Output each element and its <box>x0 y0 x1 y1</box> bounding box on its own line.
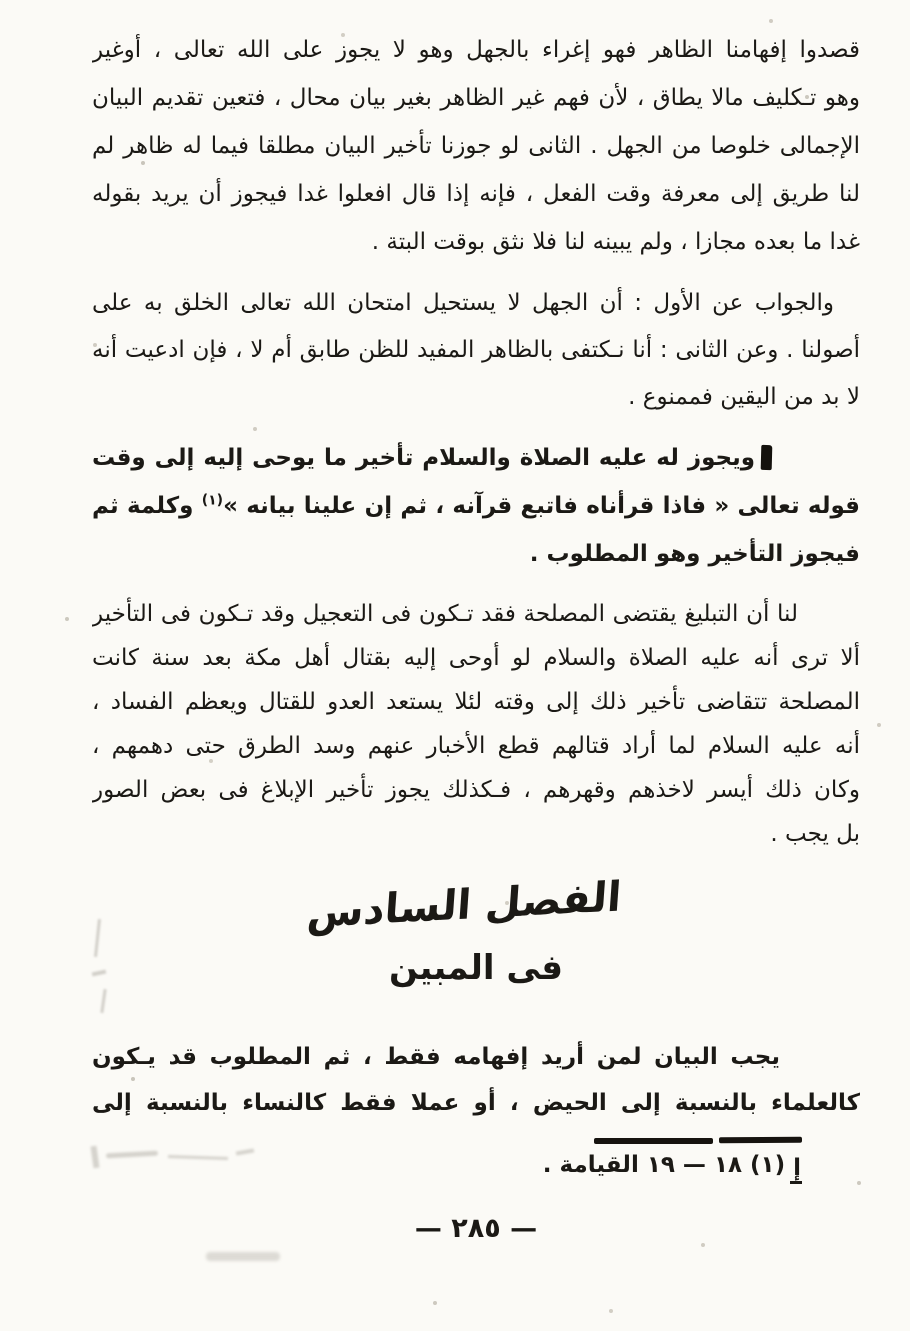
text-line: كالعلماء بالنسبة إلى الحيض ، أو عملا فقط كالنساء بالنسبة إلى <box>92 1090 860 1116</box>
text-run: وكلمة ثم <box>92 493 194 519</box>
text-line: فيجوز التأخير وهو المطلوب . <box>529 541 860 567</box>
footnote <box>543 1152 802 1181</box>
text-line: المصلحة تتقاضى تأخير ذلك إلى وقته لئلا يستعد العدو للقتال ويعظم الفساد ، <box>92 689 860 715</box>
footnote-separator-segment <box>719 1137 802 1144</box>
footnote-separator <box>594 1138 713 1144</box>
footnote-text: (١) ١٨ — ١٩ القيامة . <box>542 1152 786 1178</box>
footnote-reference: (١) <box>201 492 224 509</box>
text-line: بل يجب . <box>770 821 860 847</box>
page-number-smudge <box>206 1252 280 1261</box>
text-line: لنا طريق إلى معرفة وقت الفعل ، فإنه إذا قال افعلوا غدا فيجوز أن يريد بقوله <box>92 181 860 207</box>
paragraph-2 <box>92 280 860 421</box>
section-heading: فى المبين <box>388 948 564 988</box>
text-line <box>92 482 860 530</box>
text-line: لا بد من اليقين فممنوع . <box>628 384 860 410</box>
text-line: لنا أن التبليغ يقتضى المصلحة فقد تـكون فى التعجيل وقد تـكون فى التأخير <box>92 601 798 627</box>
text-line: وكان ذلك أيسر لاخذهم وقهرهم ، فـكذلك يجوز تأخير الإبلاغ فى بعض الصور <box>92 777 860 803</box>
paragraph-1 <box>92 26 860 266</box>
text-line: الإجمالى خلوصا من الجهل . الثانى لو جوزنا تأخير البيان مطلقا فيما له ظاهر لم <box>92 133 860 159</box>
text-run: ويجوز له عليه الصلاة والسلام تأخير ما يوحى إليه إلى وقت <box>92 445 755 471</box>
quran-quote: قوله تعالى « فاذا قرأناه فاتبع قرآنه ، ثم إن علينا بيانه » <box>223 493 860 519</box>
text-line: أصولنا . وعن الثانى : أنا نـكتفى بالظاهر المفيد للظن طابق أم لا ، فإن ادعيت أنه <box>92 337 860 363</box>
chapter-heading <box>92 872 860 937</box>
text-line: قصدوا إفهامنا الظاهر فهو إغراء بالجهل وهو لا يجوز على الله تعالى ، أوغير <box>92 37 860 63</box>
stray-ink-mark: إ <box>790 1155 802 1184</box>
text-line: ألا ترى أنه عليه الصلاة والسلام لو أوحى إليه بقتال أهل مكة بعد سنة كانت <box>92 645 860 671</box>
paragraph-start-mark <box>761 445 773 470</box>
paragraph-3 <box>92 434 860 578</box>
footnote-area-smudge <box>90 1140 260 1176</box>
text-line <box>92 434 860 482</box>
text-line: والجواب عن الأول : أن الجهل لا يستحيل امتحان الله تعالى الخلق به على <box>92 290 834 316</box>
chapter-heading-calligraphy: الفصل السادس <box>305 872 623 937</box>
text-line: غدا ما بعده مجازا ، ولم يبينه لنا فلا نثق بوقت البتة . <box>371 229 860 255</box>
scan-speckles <box>0 0 2 2</box>
paragraph-5 <box>92 1034 860 1126</box>
text-line: وهو تـكليف مالا يطاق ، لأن فهم غير الظاهر بغير بيان محال ، فتعين تقديم البيان <box>92 85 860 111</box>
text-line: أنه عليه السلام لما أراد قتالهم قطع الأخبار عنهم وسد الطرق حتى دهمهم ، <box>92 733 860 759</box>
margin-pencil-marks <box>88 915 128 1017</box>
page-number: — ٢٨٥ — <box>414 1213 538 1244</box>
text-line: يجب البيان لمن أريد إفهامه فقط ، ثم المطلوب قد يـكون <box>92 1044 780 1070</box>
paragraph-4 <box>92 592 860 856</box>
